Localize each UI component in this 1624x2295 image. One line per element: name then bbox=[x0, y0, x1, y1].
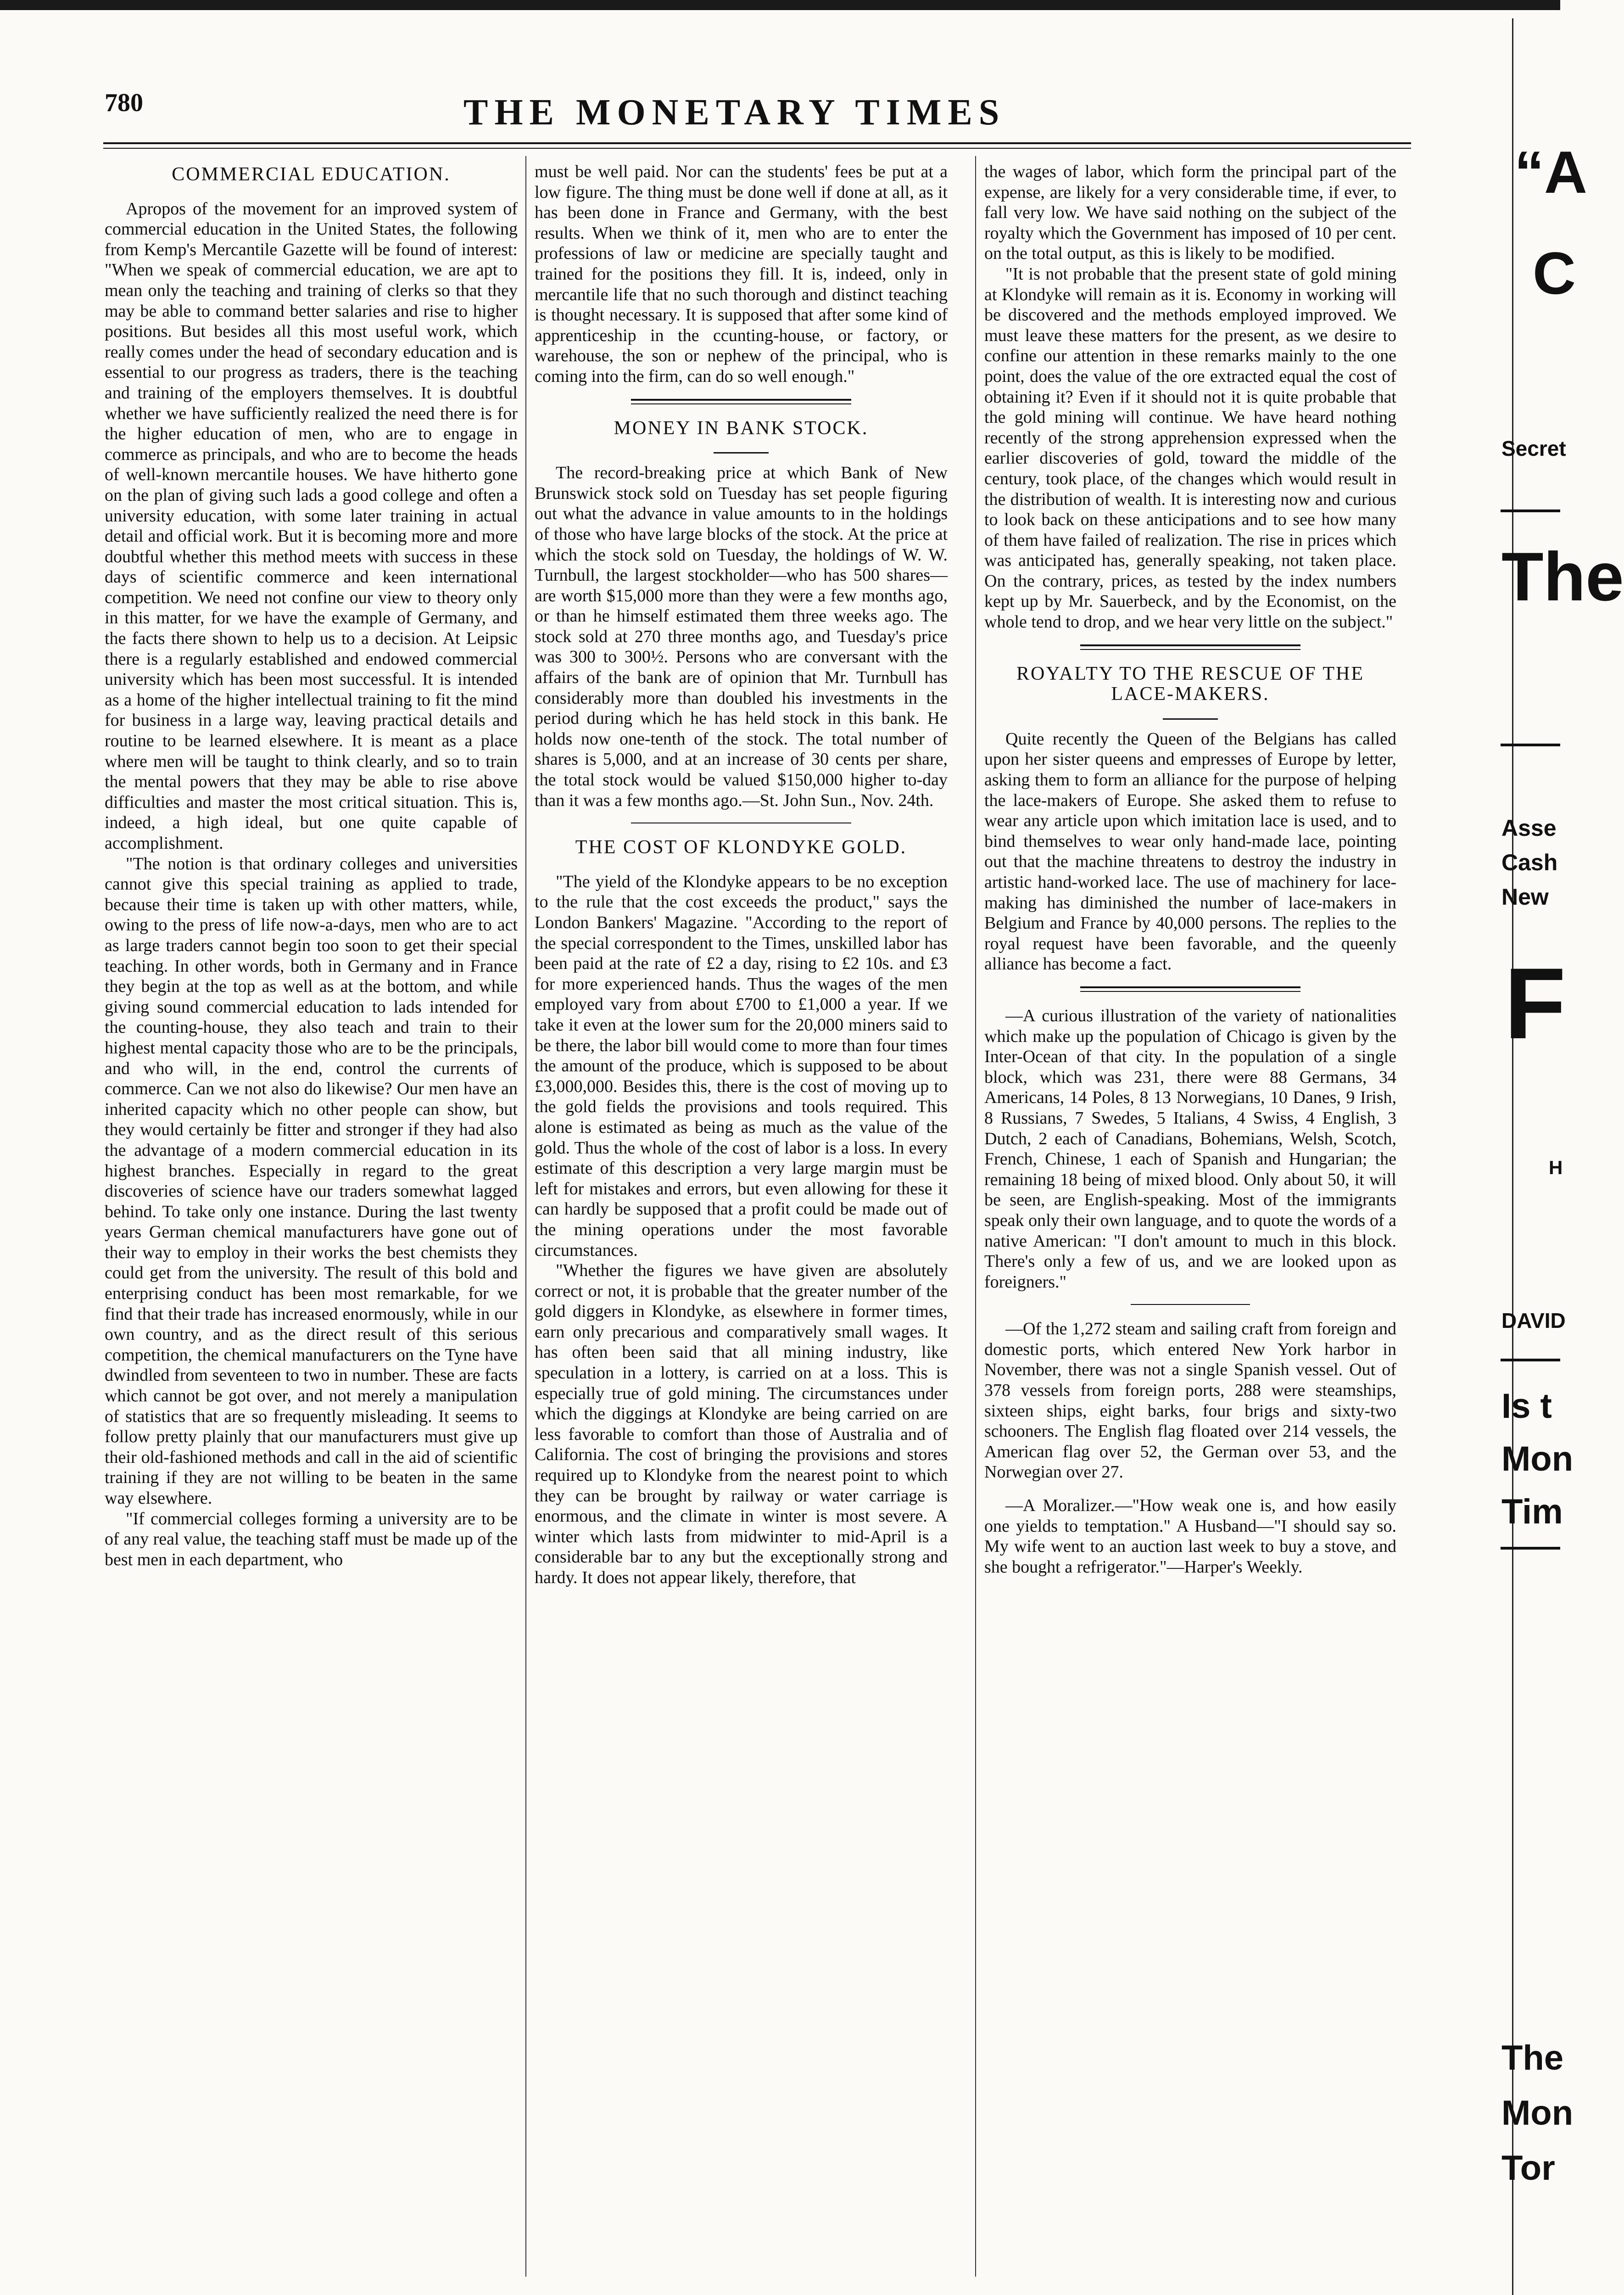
column-2 bbox=[535, 162, 948, 1588]
column-divider bbox=[525, 156, 526, 2277]
adjacent-rule bbox=[1501, 1359, 1560, 1361]
article-paragraph: "If commercial colleges forming a university are to be of any real value, the teaching staff must be made up of the best men in each department, who bbox=[105, 1509, 518, 1569]
article-heading: MONEY IN BANK STOCK. bbox=[614, 417, 869, 439]
article-paragraph: Quite recently the Queen of the Belgians has called upon her sister queens and empresses of Europe by letter, asking them to form an alliance for the purpose of helping the lace-makers of Europe. She asked them to refuse to wear any article upon which imitation lace is used, and to bind themselves to wear only hand-made lace, pointing out that the machine threatens to destroy the industry in artistic hand-worked lace. The use of machinery for lace-making has diminished the number of lace-makers in Belgium and France by 40,000 persons. The replies to the royal request have been favorable, and the queenly alliance has become a fact. bbox=[984, 729, 1396, 974]
adjacent-fragment: “A bbox=[1514, 139, 1587, 206]
article-paragraph: "It is not probable that the present state of gold mining at Klondyke will remain as it is. Economy in working will be discovered and the methods employed improved. We must leave these matters for the present, as we desire to confine our attention in these remarks mainly to the one point, does the value of the ore extracted equal the cost of obtaining it? Even if it should not it is quite probable that the gold mining will continue. We have heard nothing recently of the strong apprehension expressed when the earlier discoveries of gold, toward the middle of the century, took place, of the changes which would result in the distribution of wealth. It is interesting now and curious to look back on these anticipations and to see how many of them have failed of realization. The rise in prices which was anticipated has, generally speaking, not taken place. On the contrary, prices, as tested by the index numbers kept up by Mr. Sauerbeck, and by the Economist, on the whole tend to drop, and we hear very little on the subject." bbox=[984, 264, 1396, 632]
article-paragraph: must be well paid. Nor can the students' fees be put at a low figure. The thing must be done well if done at all, as it has been done in France and Germany, with the best results. When we think of it, men who are to enter the professions of law or medicine are specially taught and trained for the positions they fill. It is, indeed, only in mercantile life that no such thorough and distinct teaching is thought necessary. It is supposed that after some kind of apprenticeship in the ccunting-house, or factory, or warehouse, the son or nephew of the principal, who is coming into the firm, can do so well enough." bbox=[535, 162, 948, 386]
section-separator bbox=[1080, 986, 1300, 992]
adjacent-fragment: Secret bbox=[1501, 437, 1566, 460]
adjacent-fragment: Mon bbox=[1501, 1439, 1574, 1478]
adjacent-rule bbox=[1501, 744, 1560, 746]
adjacent-fragment: DAVID bbox=[1501, 1309, 1566, 1332]
article-paragraph: "The notion is that ordinary colleges and universities cannot give this special training as applied to trade, because their time is taken up with other matters, while, owing to the press of life now-a-days, men who are to act as large traders cannot begin too soon to get their special teaching. In other words, both in Germany and in France they begin at the top as well as at the bottom, and while giving sound commercial education to lads intended for the counting-house, they also teach and train to their highest mental capacity those who are to be the principals, and who will, in the end, control the currents of commerce. Can we not also do likewise? Our men have an inherited capacity which no other people can show, but they would certainly be fitter and stronger if they had also the advantage of a modern commercial education in its highest branches. Especially in regard to the great discoveries of science have our traders somewhat lagged behind. To take only one instance. During the last twenty years German chemical manufacturers have gone out of their way to employ in their works the best chemists they could get from the university. The result of this bold and enterprising conduct has been most remarkable, for we find that their trade has increased enormously, while in our own country, and as the direct result of this serious competition, the chemical manufacturers on the Tyne have dwindled from seventeen to two in number. These are facts which cannot be got over, and not merely a manipulation of statistics that are so frequently misleading. It seems to follow pretty plainly that our manufacturers must give up their old-fashioned methods and call in the aid of scientific training if they are not willing to be beaten in the same way elsewhere. bbox=[105, 854, 518, 1508]
article-heading: THE COST OF KLONDYKE GOLD. bbox=[575, 837, 907, 858]
adjacent-fragment: F bbox=[1504, 947, 1566, 1060]
adjacent-fragment: Is t bbox=[1501, 1387, 1552, 1426]
adjacent-fragment: Tor bbox=[1501, 2149, 1555, 2188]
adjacent-fragment: New bbox=[1501, 884, 1549, 910]
column-divider bbox=[975, 156, 976, 2277]
adjacent-fragment: The bbox=[1501, 2038, 1564, 2077]
adjacent-rule bbox=[1501, 1547, 1560, 1550]
heading-underline bbox=[1163, 718, 1218, 720]
article-heading: COMMERCIAL EDUCATION. bbox=[172, 164, 451, 185]
news-item: —Of the 1,272 steam and sailing craft from foreign and domestic ports, which entered New York harbor in November, there was not a single Spanish vessel. Out of 378 vessels from foreign ports, 288 were steamships, sixteen ships, eight barks, four brigs and sixty-two schooners. The English flag floated over 214 vessels, the American flag over 52, the German over 53, and the Norwegian over 27. bbox=[984, 1319, 1396, 1482]
masthead: THE MONETARY TIMES bbox=[463, 92, 1006, 133]
article-paragraph: Apropos of the movement for an improved system of commercial education in the United States, the following from Kemp's Mercantile Gazette will be found of interest: "When we speak of commercial education, we are apt to mean only the teaching and training of clerks so that they may be able to command better salaries and rise to higher positions. But besides all this most useful work, which really comes under the head of secondary education and is essential to our progress as traders, there is the teaching and training of the employers themselves. It is doubtful whether we have sufficiently realized the need there is for the higher education of men, who are to engage in commerce as principals, and who are to become the heads of well-known mercantile houses. We have hitherto gone on the plan of giving such lads a good college and often a university education, with some later training in actual detail and official work. But it is becoming more and more doubtful whether this method meets with success in these days of scientific commerce and keen international competition. We need not confine our view to theory only in this matter, for we have the example of Germany, and the facts there shown to help us to a decision. At Leipsic there is a regularly established and endowed commercial university which has been most successful. It is intended as a home of the higher intellectual training to fit the mind for business in a large way, leaving practical details and routine to be learned elsewhere. It is meant as a place where men will be taught to think clearly, and so to train the mental powers that they may be able to rise above difficulties and master the most critical situation. This is, indeed, a high ideal, but one quite capable of accomplishment. bbox=[105, 199, 518, 853]
adjacent-fragment: Asse bbox=[1501, 815, 1557, 841]
section-separator bbox=[1080, 644, 1300, 650]
page-number: 780 bbox=[105, 89, 143, 117]
news-item: —A Moralizer.—"How weak one is, and how easily one yields to temptation." A Husband—"I should say so. My wife went to an auction last week to buy a stove, and she bought a refrigerator."—Harper's Weekly. bbox=[984, 1496, 1396, 1577]
news-item: —A curious illustration of the variety of nationalities which make up the population of Chicago is given by the Inter-Ocean of that city. In the population of a single block, which was 231, there were 88 Germans, 34 Americans, 14 Poles, 8 13 Norwegians, 10 Danes, 9 Irish, 8 Russians, 7 Swedes, 5 Italians, 4 Swiss, 4 English, 3 Dutch, 2 each of Canadians, Bohemians, Welsh, Scotch, French, Chinese, 1 each of Spanish and Hungarian; the remaining 18 being of mixed blood. Only about 50, it will be seen, are English-speaking. Most of the immigrants speak only their own language, and to quote the words of a native American: "I don't amount to much in this block. There's only a few of us, and we are looked upon as foreigners." bbox=[984, 1006, 1396, 1292]
column-3 bbox=[984, 162, 1396, 1577]
adjacent-fragment: Mon bbox=[1501, 2093, 1574, 2133]
heading-underline bbox=[714, 452, 769, 453]
column-1 bbox=[105, 162, 518, 1570]
article-paragraph: the wages of labor, which form the principal part of the expense, are likely for a very considerable time, if ever, to fall very low. We have said nothing on the subject of the royalty which the Government has imposed of 10 per cent. on the total output, as this is likely to be modified. bbox=[984, 162, 1396, 263]
header-rule bbox=[103, 142, 1411, 144]
scan-edge bbox=[0, 0, 1560, 10]
item-separator bbox=[1131, 1304, 1250, 1305]
header-rule-thin bbox=[103, 148, 1411, 149]
adjacent-page-edge bbox=[1512, 18, 1513, 2295]
adjacent-fragment: Cash bbox=[1501, 850, 1558, 875]
adjacent-fragment: Tim bbox=[1501, 1492, 1563, 1531]
article-paragraph: "The yield of the Klondyke appears to be no exception to the rule that the cost exceeds the product," says the London Bankers' Magazine. "According to the report of the special correspondent to the Times, unskilled labor has been paid at the rate of £2 a day, rising to £2 10s. and £3 for more experienced hands. Thus the wages of the men employed vary from about £700 to £1,000 a year. If we take it even at the lower sum for the 20,000 miners said to be there, the labor bill would come to more than four times the amount of the produce, which is supposed to be about £3,000,000. Besides this, there is the cost of moving up to the gold fields the provisions and tools required. This alone is estimated as being as much as the value of the gold. Thus the whole of the cost of labor is a loss. In every estimate of this description a very large margin must be left for mistakes and errors, but even allowing for these it can hardly be supposed that a profit could be made out of the mining operations under the most favorable circumstances. bbox=[535, 872, 948, 1260]
adjacent-fragment: H bbox=[1549, 1157, 1563, 1178]
article-paragraph: "Whether the figures we have given are absolutely correct or not, it is probable that the greater number of the gold diggers in Klondyke, as elsewhere in former times, earn only precarious and comparatively small wages. It has often been said that all mining industry, like speculation in a lottery, is carried on at a loss. This is especially true of gold mining. The circumstances under which the diggings at Klondyke are being carried on are less favorable to comfort than those of Australia and of California. The cost of bringing the provisions and stores required up to Klondyke from the nearest point to which they can be brought by railway or water carriage is enormous, and the climate in winter is most severe. A winter which lasts from midwinter to mid-April is a considerable bar to any but the exceptionally strong and hardy. It does not appear likely, therefore, that bbox=[535, 1261, 948, 1587]
adjacent-fragment: C bbox=[1533, 240, 1576, 307]
article-paragraph: The record-breaking price at which Bank of New Brunswick stock sold on Tuesday has set people figuring out what the advance in value amounts to in the holdings of those who have large blocks of the stock. At the price at which the stock sold on Tuesday, the holdings of W. W. Turnbull, the largest stockholder—who has 500 shares—are worth $15,000 more than they were a few months ago, or than he himself estimated them three weeks ago. The stock sold at 270 three months ago, and Tuesday's price was 300 to 300½. Persons who are conversant with the affairs of the bank are of opinion that Mr. Turnbull has considerably more than doubled his investments in the period during which he has held stock in this bank. He holds now one-tenth of the stock. The total number of shares is 5,000, and at an increase of 30 cents per share, the total stock would be valued $150,000 higher to-day than it was a few months ago.—St. John Sun., Nov. 24th. bbox=[535, 463, 948, 810]
section-separator bbox=[631, 399, 851, 404]
article-heading: ROYALTY TO THE RESCUE OF THE LACE-MAKERS. bbox=[1016, 663, 1365, 705]
adjacent-fragment: The bbox=[1501, 538, 1624, 615]
adjacent-rule bbox=[1501, 509, 1560, 512]
